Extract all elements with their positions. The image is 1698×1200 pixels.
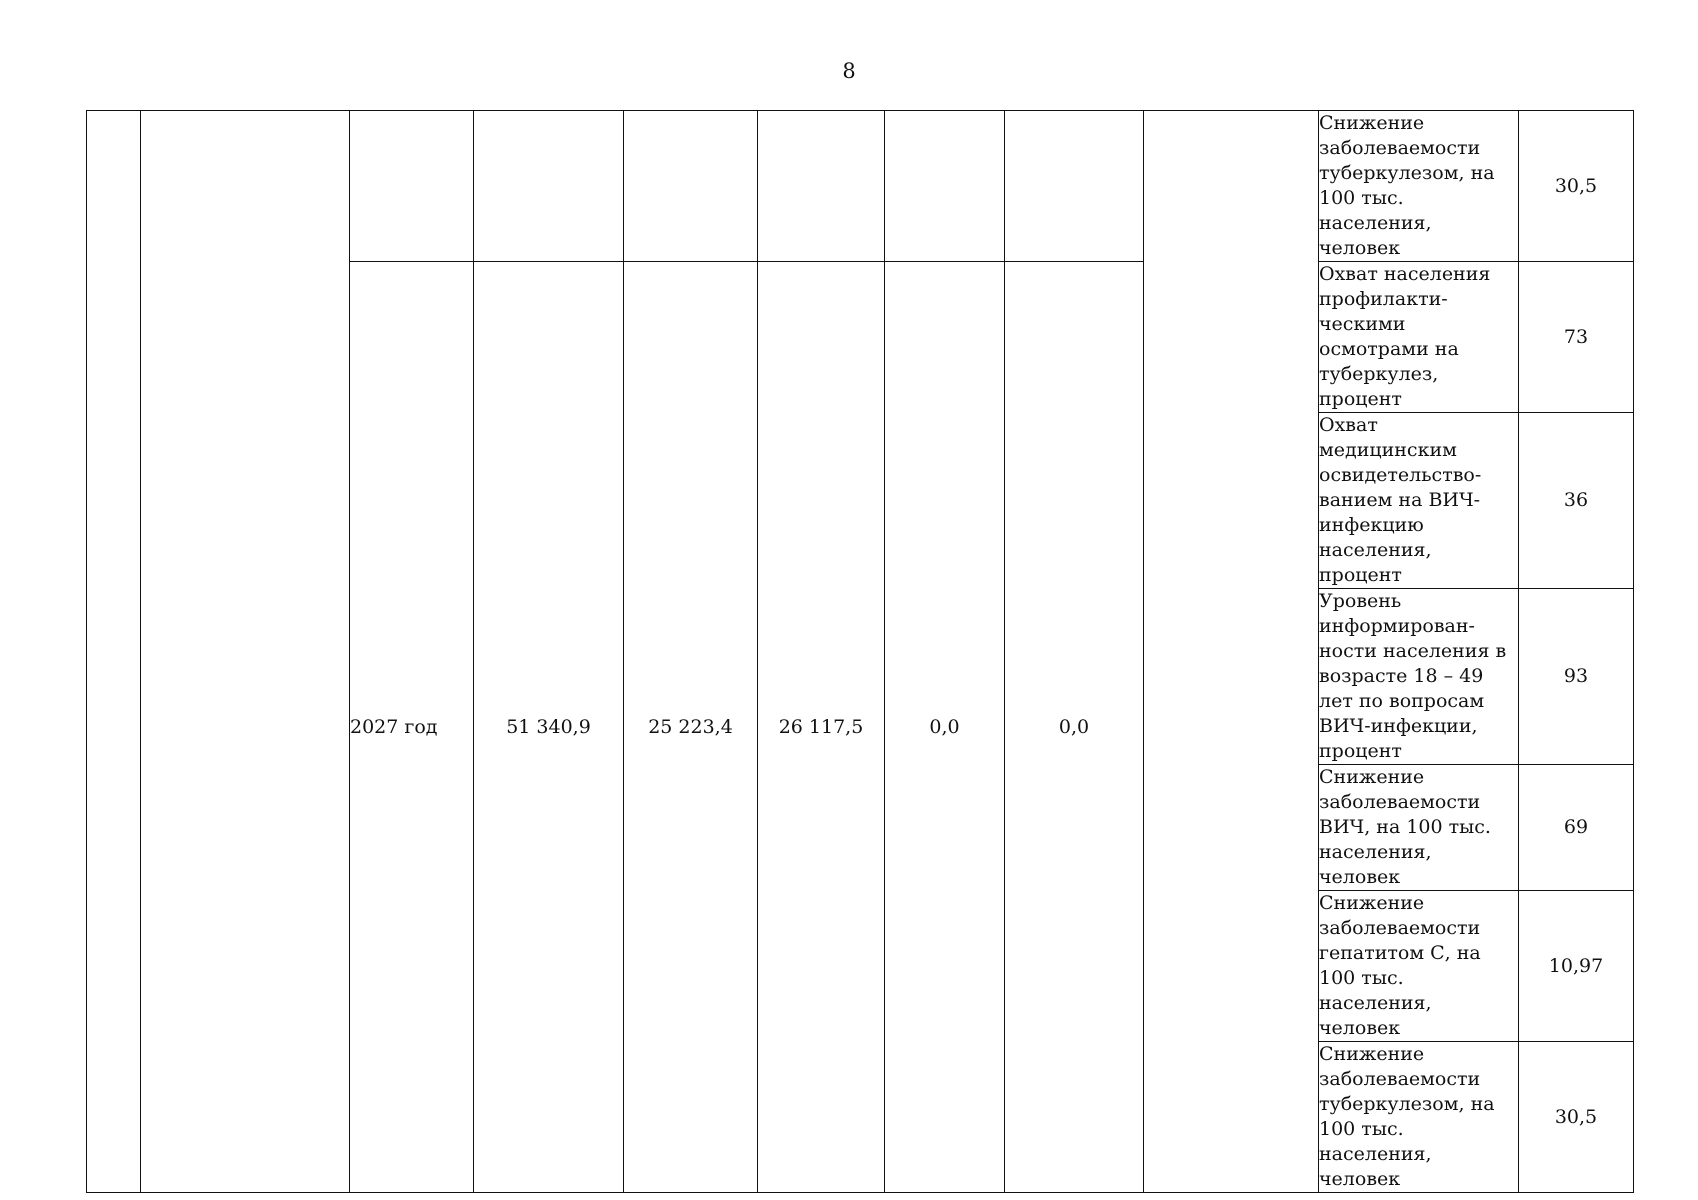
- prev-source-3-cell: [885, 111, 1005, 262]
- indicator-value: 93: [1519, 589, 1634, 765]
- table-row: [87, 111, 1634, 262]
- funding-source-2-cell: 26 117,5: [758, 262, 885, 1193]
- page-number: 8: [842, 59, 856, 83]
- funding-source-4-cell: 0,0: [1005, 262, 1144, 1193]
- prev-source-2-cell: [758, 111, 885, 262]
- prev-year-cell: [350, 111, 474, 262]
- indicator-name: Охват населения профилакти-ческими осмотрами на туберкулез, процент: [1319, 262, 1519, 413]
- row-number-cell: [87, 111, 141, 1193]
- executor-cell: [1144, 111, 1319, 1193]
- funding-source-1-cell: 25 223,4: [624, 262, 758, 1193]
- indicator-value: 73: [1519, 262, 1634, 413]
- prev-total-cell: [474, 111, 624, 262]
- program-table: [86, 110, 1634, 1193]
- total-funding-cell: 51 340,9: [474, 262, 624, 1193]
- indicator-name: Уровень информирован-ности населения в возрасте 18 – 49 лет по вопросам ВИЧ-инфекции, процент: [1319, 589, 1519, 765]
- indicator-value: 30,5: [1519, 1042, 1634, 1193]
- indicator-name: Снижение заболеваемости туберкулезом, на 100 тыс. населения, человек: [1319, 1042, 1519, 1193]
- indicator-name: Снижение заболеваемости гепатитом С, на 100 тыс. населения, человек: [1319, 891, 1519, 1042]
- year-cell: 2027 год: [350, 262, 474, 1193]
- funding-source-3-cell: 0,0: [885, 262, 1005, 1193]
- prev-source-1-cell: [624, 111, 758, 262]
- indicator-value: 10,97: [1519, 891, 1634, 1042]
- measure-name-cell: [141, 111, 350, 1193]
- indicator-value: 36: [1519, 413, 1634, 589]
- indicator-value: 69: [1519, 765, 1634, 891]
- indicator-name: Охват медицинским освидетельство-ванием на ВИЧ-инфекцию населения, процент: [1319, 413, 1519, 589]
- indicator-name: Снижение заболеваемости ВИЧ, на 100 тыс. населения, человек: [1319, 765, 1519, 891]
- indicator-value: 30,5: [1519, 111, 1634, 262]
- indicator-name: Снижение заболеваемости туберкулезом, на 100 тыс. населения, человек: [1319, 111, 1519, 262]
- prev-source-4-cell: [1005, 111, 1144, 262]
